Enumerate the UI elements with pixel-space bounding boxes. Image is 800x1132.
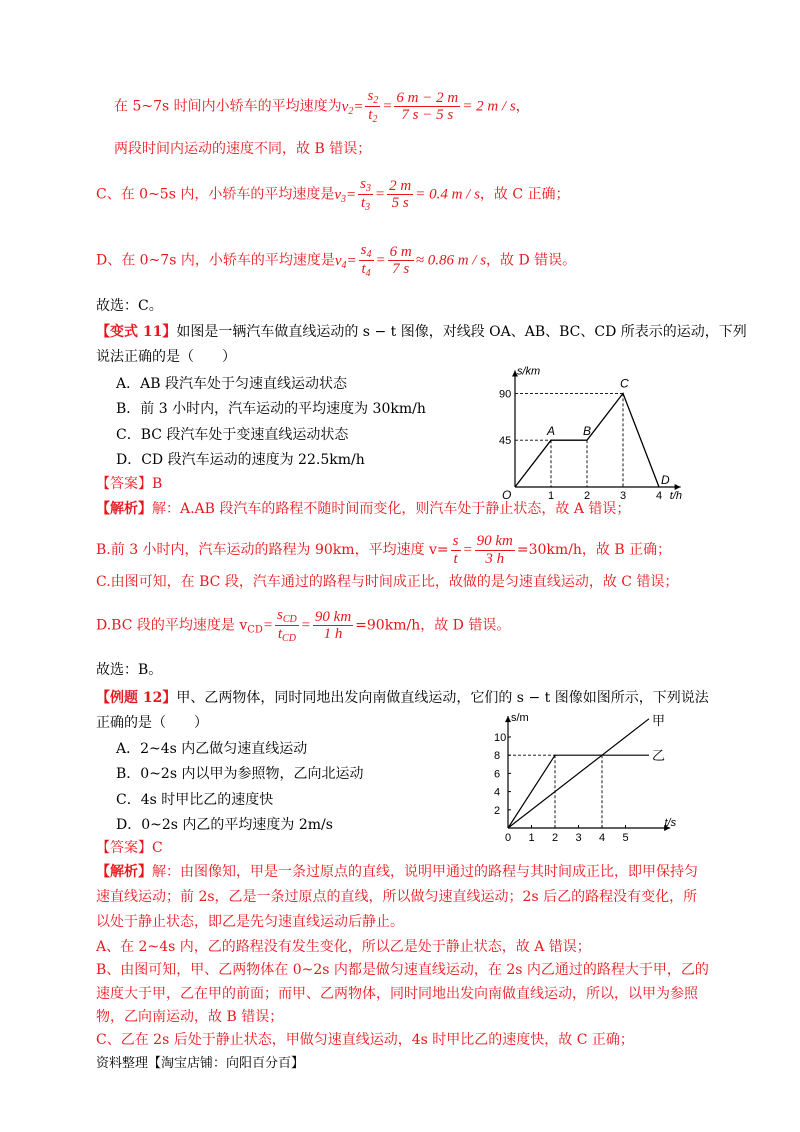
result: ≈ 0.86 m / s: [415, 252, 487, 269]
fraction: [475, 533, 515, 567]
sub: 3: [365, 202, 371, 213]
q11-stem-text: 如图是一辆汽车做直线运动的 s − t 图像，对线段 OA、AB、BC、CD 所表示的运动，下列: [176, 324, 747, 340]
text: C、在 0~5s 内，小轿车的平均速度是: [96, 186, 335, 203]
sub: 2: [373, 95, 379, 106]
fraction: [388, 244, 414, 278]
sub: 4: [365, 268, 371, 279]
num: 90 km: [476, 533, 513, 549]
var: v: [334, 186, 342, 203]
y-tick-label: 6: [494, 768, 501, 781]
solution-line-c: C、在 0~5s 内，小轿车的平均速度是$v_3=$ $\frac{s_3}{t_3}$ = $\frac{2 m}{5 s}$ = 0.4 m / s，故 C 正确；: [96, 176, 570, 213]
point-label: D: [661, 473, 670, 487]
num: s: [277, 607, 283, 623]
x-axis-label: t/s: [664, 817, 677, 829]
sub: 2: [372, 114, 378, 125]
y-tick-label: 8: [494, 750, 501, 763]
y-axis-label: s/m: [511, 712, 529, 725]
series-label: 甲: [652, 712, 666, 728]
point-label: A: [547, 424, 556, 439]
var: v: [334, 252, 342, 269]
q11-stem-line2: 说法正确的是（ ）: [96, 349, 236, 365]
result: = 0.4 m / s: [415, 186, 480, 203]
series-line-0: [508, 719, 649, 828]
fraction: [387, 178, 413, 212]
fraction: [365, 88, 380, 125]
den: t: [361, 261, 366, 277]
q12-answer: 【答案】C: [96, 840, 163, 856]
q11-option-d: D．CD 段汽车运动的速度为 22.5km/h: [116, 452, 365, 468]
q11-tag: 【变式 11】: [96, 324, 177, 340]
text: D.BC 段的平均速度是 v: [96, 617, 248, 634]
text: =30km/h，故 B 正确；: [516, 542, 672, 558]
point-label: B: [583, 424, 592, 439]
text: ，故 D 错误。: [486, 252, 577, 269]
y-tick-label: 45: [499, 435, 512, 448]
q12-analysis-c: C、乙在 2s 后处于静止状态，甲做匀速直线运动，4s 时甲比乙的速度快，故 C 正确；: [96, 1032, 634, 1048]
q12-analysis-b3: 物，乙向南运动，故 B 错误；: [96, 1009, 284, 1025]
q11-st-chart: [495, 362, 705, 507]
q11-option-b: B．前 3 小时内，汽车运动的平均速度为 30km/h: [116, 401, 426, 417]
num: s: [360, 242, 367, 258]
q11-analysis-line1: [96, 501, 630, 518]
q12-stem-line1: [96, 690, 709, 707]
text: ，故 C 正确；: [479, 186, 570, 203]
den: 7 s − 5 s: [401, 107, 454, 123]
series-line-1: [508, 755, 649, 828]
den: t: [277, 626, 283, 642]
x-tick-label: 4: [656, 490, 663, 502]
text: ，: [515, 98, 530, 115]
q11-option-c: C．BC 段汽车处于变速直线运动状态: [116, 427, 349, 443]
x-tick-label: 1: [528, 832, 535, 844]
num: s: [452, 533, 459, 549]
fraction: [451, 533, 461, 567]
q11-option-a: A．AB 段汽车处于匀速直线运动状态: [116, 376, 347, 392]
point-label: C: [620, 376, 629, 391]
den: 5 s: [391, 195, 409, 211]
num: 90 km: [314, 608, 352, 625]
num: s: [367, 88, 374, 104]
text: =90km/h，故 D 错误。: [355, 617, 511, 634]
q12-option-c: C．4s 时甲比乙的速度快: [116, 792, 274, 808]
q12-stem-text: 甲、乙两物体，同时同地出发向南做直线运动，它们的 s − t 图像如图所示，下列说法: [176, 690, 709, 706]
q11-answer: 【答案】B: [96, 476, 163, 492]
x-tick-label: 2: [584, 490, 591, 502]
q12-analysis-b1: B、由图可知，甲、乙两物体在 0~2s 内都是做匀速直线运动，在 2s 内乙通过的路程大于甲，乙的: [96, 962, 709, 978]
solution-line-d: D、在 0~7s 内，小轿车的平均速度是$v_4=$ $\frac{s_4}{t_4}$ = $\frac{6 m}{7 s}$ ≈ 0.86 m / s，故 D 错误。: [96, 242, 577, 279]
fraction: [359, 242, 374, 279]
q11-analysis-line3: C.由图可知，在 BC 段，汽车通过的路程与时间成正比，故做的是匀速直线运动，故 C 错误；: [96, 574, 679, 590]
q12-analysis-b2: 速度大于甲，乙在甲的前面；而甲、乙两物体，同时同地出发向南做直线运动，所以，以甲为参照: [96, 986, 698, 1002]
text: B.前 3 小时内，汽车运动的路程为 90km，平均速度 v=: [96, 542, 449, 558]
x-tick-label: 5: [622, 832, 629, 844]
q12-analysis-line3: 以处于静止状态，即乙是先匀速直线运动后静止。: [96, 914, 404, 930]
y-tick-label: 2: [494, 804, 501, 817]
x-tick-label: 2: [552, 832, 559, 844]
y-tick-label: 90: [499, 388, 512, 401]
num: s: [360, 176, 366, 192]
den: t: [368, 107, 373, 123]
sub: 3: [341, 193, 347, 205]
sub: 2: [348, 105, 354, 117]
q12-option-d: D．0~2s 内乙的平均速度为 2m/s: [116, 817, 333, 833]
q12-option-b: B．0~2s 内以甲为参照物，乙向北运动: [116, 766, 364, 782]
text: D、在 0~7s 内，小轿车的平均速度是: [96, 252, 335, 269]
den: 3 h: [485, 550, 505, 567]
q12-analysis-line2: 速直线运动；前 2s，乙是一条过原点的直线，所以做匀速直线运动；2s 后乙的路程没有变化，所: [96, 889, 698, 905]
sub: 3: [365, 183, 371, 194]
analysis-tag: 【解析】: [96, 501, 152, 517]
result: = 2 m / s: [462, 98, 516, 115]
x-tick-label: 0: [505, 832, 512, 844]
q12-st-chart: [490, 710, 695, 850]
series-label: 乙: [652, 748, 666, 764]
solution-line-b2: 两段时间内运动的速度不同，故 B 错误；: [114, 141, 372, 157]
x-tick-label: 3: [575, 832, 582, 844]
origin-label: O: [502, 488, 512, 502]
q12-analysis-a: A、在 2~4s 内，乙的路程没有发生变化，所以乙是处于静止状态，故 A 错误；: [96, 939, 591, 955]
fraction: [358, 176, 373, 213]
text: 解：由图像知，甲是一条过原点的直线，说明甲通过的路程与其时间成正比，即甲保持匀: [152, 864, 698, 880]
q12-option-a: A．2~4s 内乙做匀速直线运动: [116, 741, 308, 757]
fraction: [394, 90, 460, 124]
q11-stem-line1: [96, 324, 747, 341]
x-tick-label: 3: [620, 490, 627, 502]
sub: CD: [247, 624, 263, 636]
den: t: [453, 550, 458, 567]
choose-line-b: 故选：B。: [96, 662, 163, 678]
y-tick-label: 10: [494, 732, 507, 744]
sub: CD: [282, 614, 297, 625]
den: 7 s: [392, 261, 410, 277]
sub: 4: [341, 259, 347, 271]
choose-line-c: 故选：C。: [96, 298, 163, 314]
den: 1 h: [323, 626, 343, 642]
text: 在 5~7s 时间内小轿车的平均速度为: [114, 98, 342, 115]
fraction: [313, 609, 353, 643]
x-tick-label: 1: [548, 490, 555, 502]
fraction: [275, 607, 299, 644]
num: 6 m − 2 m: [396, 89, 459, 106]
analysis-tag: 【解析】: [96, 864, 152, 880]
solution-line-b1: 在 5~7s 时间内小轿车的平均速度为$v_2=$ $\frac{s_2}{t_2}$ = $\frac{6 m - 2 m}{7 s - 5 s}$ = 2 m / s，: [114, 88, 530, 125]
y-tick-label: 4: [494, 786, 501, 799]
x-axis-label: t/h: [669, 490, 683, 502]
y-axis-label: s/km: [517, 365, 541, 378]
q12-stem-line2: 正确的是（ ）: [96, 715, 208, 731]
var: v: [341, 98, 349, 115]
num: 2 m: [389, 177, 412, 194]
den: t: [360, 195, 366, 211]
num: 6 m: [389, 243, 412, 260]
sub: CD: [282, 633, 296, 644]
q11-analysis-line4: D.BC 段的平均速度是 $v_{CD}=$ $\frac{s_{CD}}{t_{CD}}$ = $\frac{90 km}{1 h}$ =90km/h，故 D 错误。: [96, 607, 511, 644]
q12-analysis-line1: [96, 864, 698, 881]
q11-analysis-line2: B.前 3 小时内，汽车运动的路程为 90km，平均速度 v= $\frac{s}{t}$ = $\frac{90 km}{3 h}$ =30km/h，故 B 正确；: [96, 533, 672, 567]
text: 解：A.AB 段汽车的路程不随时间而变化，则汽车处于静止状态，故 A 错误；: [152, 501, 631, 517]
sub: 4: [366, 249, 372, 260]
q12-tag: 【例题 12】: [96, 690, 177, 706]
page-footer: 资料整理【淘宝店铺：向阳百分百】: [96, 1056, 305, 1071]
x-tick-label: 4: [599, 832, 606, 844]
